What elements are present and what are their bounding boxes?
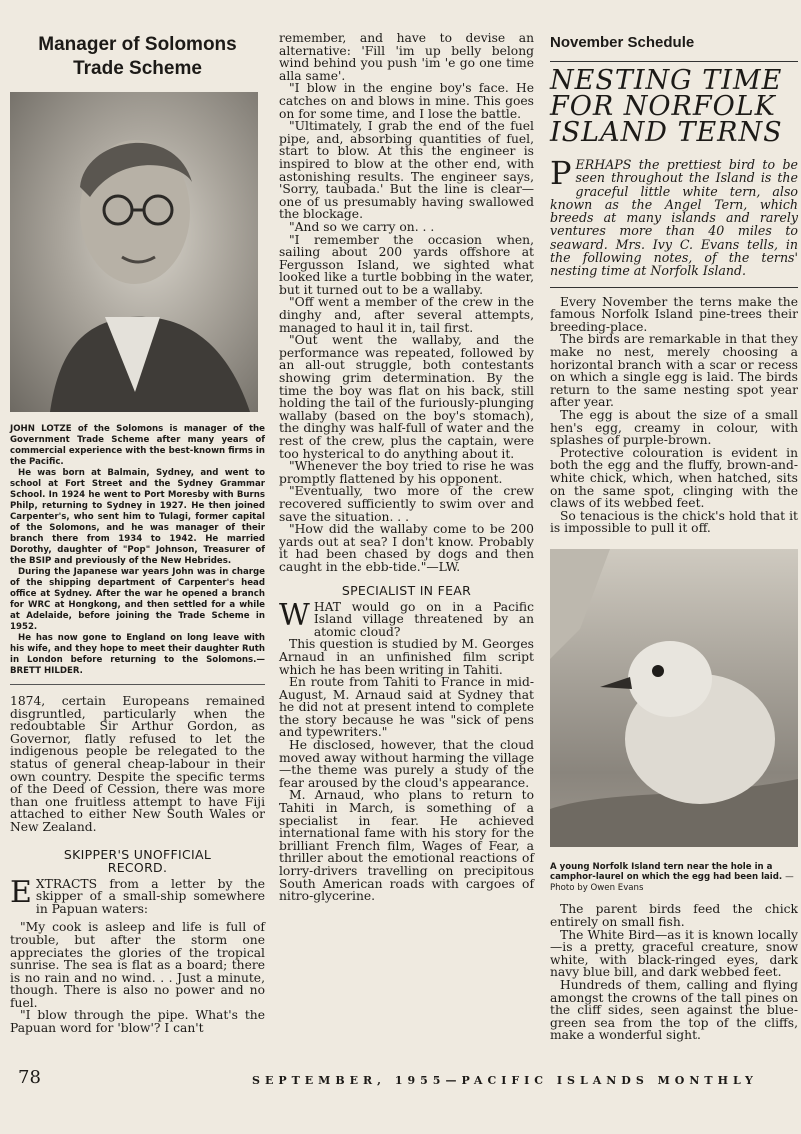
section-divider bbox=[10, 684, 265, 685]
portrait-photo bbox=[10, 92, 258, 412]
article-title bbox=[550, 65, 798, 148]
photo-caption bbox=[550, 862, 798, 894]
body-paragraph: 1874, certain Europeans remained disgruntled, particularly when the redoubtable Sir Arthur Gordon, as Governor, flatly refused to let the indigenous people be relegated to the status of general cheap-labour in their own country. Despite the specific terms of the Deed of Cession, there was more than one fruitless attempt to have Fiji attached to either New South Wales or New Zealand. bbox=[10, 694, 265, 834]
body-paragraph: "Whenever the boy tried to rise he was promptly flattened by his opponent. bbox=[279, 459, 534, 486]
body-paragraph: Every November the terns make the famous Norfolk Island pine-trees their breeding-place. bbox=[550, 294, 798, 334]
title-line-2: FOR NORFOLK bbox=[550, 91, 776, 122]
drop-cap: E bbox=[10, 874, 32, 910]
title-line-1: NESTING TIME bbox=[550, 65, 783, 96]
body-paragraph: So tenacious is the chick's hold that it is impossible to pull it off. bbox=[550, 508, 798, 536]
body-paragraph: M. Arnaud, who plans to return to Tahiti in March, is something of a specialist in fear. He achieved international fame with his story for the brilliant French film, Wages of Fear, a thriller about the emotional reactions of lorry-drivers travelling on precipitous South American roads with cargoes of nitro-glycerine. bbox=[279, 788, 534, 904]
photo-caption-text: A young Norfolk Island tern near the hole in a camphor-laurel on which the egg had been laid. bbox=[550, 861, 783, 883]
caption-paragraph: He has now gone to England on long leave with his wife, and they hope to meet their daughter Ruth in London before returning to the Solomons.—BRETT HILDER. bbox=[10, 633, 265, 676]
body-paragraph: "I blow in the engine boy's face. He catches on and blows in mine. This goes on for some time, and I lose the battle. bbox=[279, 81, 534, 121]
body-paragraph: "I blow through the pipe. What's the Papuan word for 'blow'? I can't bbox=[10, 1008, 265, 1036]
body-paragraph: "Off went a member of the crew in the dinghy and, after several attempts, managed to haul it in, tail first. bbox=[279, 295, 534, 335]
body-paragraph: "I remember the occasion when, sailing about 200 yards offshore at Fergusson Island, we sighted what looked like a turtle bobbing in the water, but it turned out to be a wallaby. bbox=[279, 232, 534, 297]
body-paragraph: The birds are remarkable in that they make no nest, merely choosing a horizontal branch with a scar or recess on which a single egg is laid. The birds return to the same nesting spot year after year. bbox=[550, 332, 798, 410]
page-footer bbox=[0, 1067, 801, 1096]
intro-text: ERHAPS the prettiest bird to be seen throughout the Island is the graceful little white tern, also known as the Angel Tern, which breeds at many islands and rarely ventures more than 40 miles to seaward. Mrs. Ivy C. Evans tells, in the following notes, of the terns' nesting time at Norfolk Island. bbox=[550, 157, 798, 279]
section-divider bbox=[550, 287, 798, 288]
skipper-intro bbox=[10, 874, 265, 916]
body-paragraph: "And so we carry on. . . bbox=[289, 219, 435, 234]
body-paragraph: This question is studied by M. Georges Arnaud in an unfinished film script which he has been writing in Tahiti. bbox=[279, 637, 534, 677]
body-paragraph: remember, and have to devise an alternative: 'Fill 'im up belly belong wind behind you push 'im 'e go one time alla same'. bbox=[279, 31, 534, 83]
skipper-heading bbox=[10, 848, 265, 874]
title-line-3: ISLAND TERNS bbox=[550, 117, 783, 148]
skipper-intro-text: XTRACTS from a letter by the skipper of a small-ship somewhere in Papuan waters: bbox=[35, 876, 265, 916]
portrait-caption bbox=[10, 424, 265, 677]
body-paragraph: En route from Tahiti to France in mid-August, M. Arnaud said at Sydney that he did not at present intend to complete the story because he was "sick of pens and typewriters." bbox=[279, 675, 534, 740]
body-paragraph: The White Bird—as it is known locally—is a pretty, graceful creature, snow white, with black-ringed eyes, dark navy blue bill, and dark webbed feet. bbox=[550, 927, 798, 980]
section-divider bbox=[550, 61, 798, 62]
column-left bbox=[10, 0, 265, 1035]
specialist-intro bbox=[279, 597, 534, 639]
column-middle bbox=[279, 32, 534, 903]
article-headline bbox=[10, 33, 265, 81]
headline-line-1: Manager of Solomons bbox=[38, 34, 237, 55]
body-paragraph: "Out went the wallaby, and the performance was repeated, followed by an all-out struggle, both contestants showing grim determination. By the time the boy was flat on his back, still holding the tail of the furiously-plunging wallaby (based on the boy's stomach), the dinghy was half-full of water and the rest of the crew, plus the captain, were too hysterical to do anything about it. bbox=[279, 333, 534, 461]
drop-cap: P bbox=[550, 154, 572, 192]
body-paragraph: "Eventually, two more of the crew recovered sufficiently to swim over and save the situation. . . bbox=[279, 484, 534, 524]
body-paragraph: Hundreds of them, calling and flying amongst the crowns of the tall pines on the cliff sides, seen against the blue-green sea from the top of the cliffs, make a wonderful sight. bbox=[550, 978, 798, 1043]
body-paragraph: The parent birds feed the chick entirely on small fish. bbox=[550, 902, 798, 930]
running-head: SEPTEMBER, 1955—PACIFIC ISLANDS MONTHLY bbox=[252, 1074, 758, 1087]
caption-paragraph: During the Japanese war years John was in charge of the shipping department of Carpenter's head office at Sydney. After the war he opened a branch for WRC at Hongkong, and then settled for a while at Adelaide, before joining the Trade Scheme in 1952. bbox=[10, 567, 265, 632]
body-paragraph: "Ultimately, I grab the end of the fuel pipe, and, absorbing quantities of fuel, start to blow. At this the engineer is inspired to blow at the other end, with astonishing results. The engineer says, 'Sorry, taubada.' But the line is clear—one of us presumably having swallowed the blockage. bbox=[279, 119, 534, 222]
caption-paragraph: JOHN LOTZE of the Solomons is manager of the Government Trade Scheme after many years of commercial experience with the best-known firms in the Pacific. bbox=[10, 424, 265, 467]
drop-cap: W bbox=[279, 597, 310, 633]
body-paragraph: "My cook is asleep and life is full of trouble, but after the storm one appreciates the glories of the tropical sunrise. The sea is flat as a board; there is no rain and no wind. . . Just a minute, though. There is also no power and no fuel. bbox=[10, 920, 265, 1010]
section-label: November Schedule bbox=[550, 34, 695, 51]
body-paragraph: He disclosed, however, that the cloud moved away without harming the village—the theme was purely a study of the fear aroused by the cloud's appearance. bbox=[279, 738, 534, 790]
caption-paragraph: He was born at Balmain, Sydney, and went to school at Fort Street and the Sydney Grammar School. In 1924 he went to Port Moresby with Burns Philp, returning to Sydney in 1927. He then joined Carpenter's, who sent him to Tulagi, former capital of the Solomons, and he was manager of their branch there from 1934 to 1942. He married Dorothy, daughter of "Pop" Johnson, Treasurer of the BSIP and previously of the New Hebrides. bbox=[10, 468, 265, 566]
skipper-heading-line-2: RECORD. bbox=[107, 859, 168, 875]
skipper-heading-line-1: SKIPPER'S UNOFFICIAL bbox=[63, 846, 212, 862]
headline-line-2: Trade Scheme bbox=[73, 58, 202, 79]
body-paragraph: Protective colouration is evident in both the egg and the fluffy, brown-and-white chick, which, when hatched, sits on the same spot, clinging with the claws of its webbed feet. bbox=[550, 445, 798, 511]
article-intro bbox=[550, 154, 798, 279]
body-paragraph: The egg is about the size of a small hen's egg, creamy in colour, with splashes of purple-brown. bbox=[550, 408, 798, 448]
specialist-intro-text: HAT would go on in a Pacific Island village threatened by an atomic cloud? bbox=[313, 599, 534, 639]
body-paragraph: "How did the wallaby come to be 200 yards out at sea? I don't know. Probably it had been chased by dogs and then caught in the ebb-tide."—LW. bbox=[279, 522, 534, 574]
page-number: 78 bbox=[18, 1067, 41, 1088]
specialist-heading: SPECIALIST IN FEAR bbox=[341, 582, 472, 598]
photo-credit: —Photo by Owen Evans bbox=[550, 872, 794, 893]
tern-photo bbox=[550, 549, 798, 847]
column-right bbox=[550, 0, 798, 1042]
